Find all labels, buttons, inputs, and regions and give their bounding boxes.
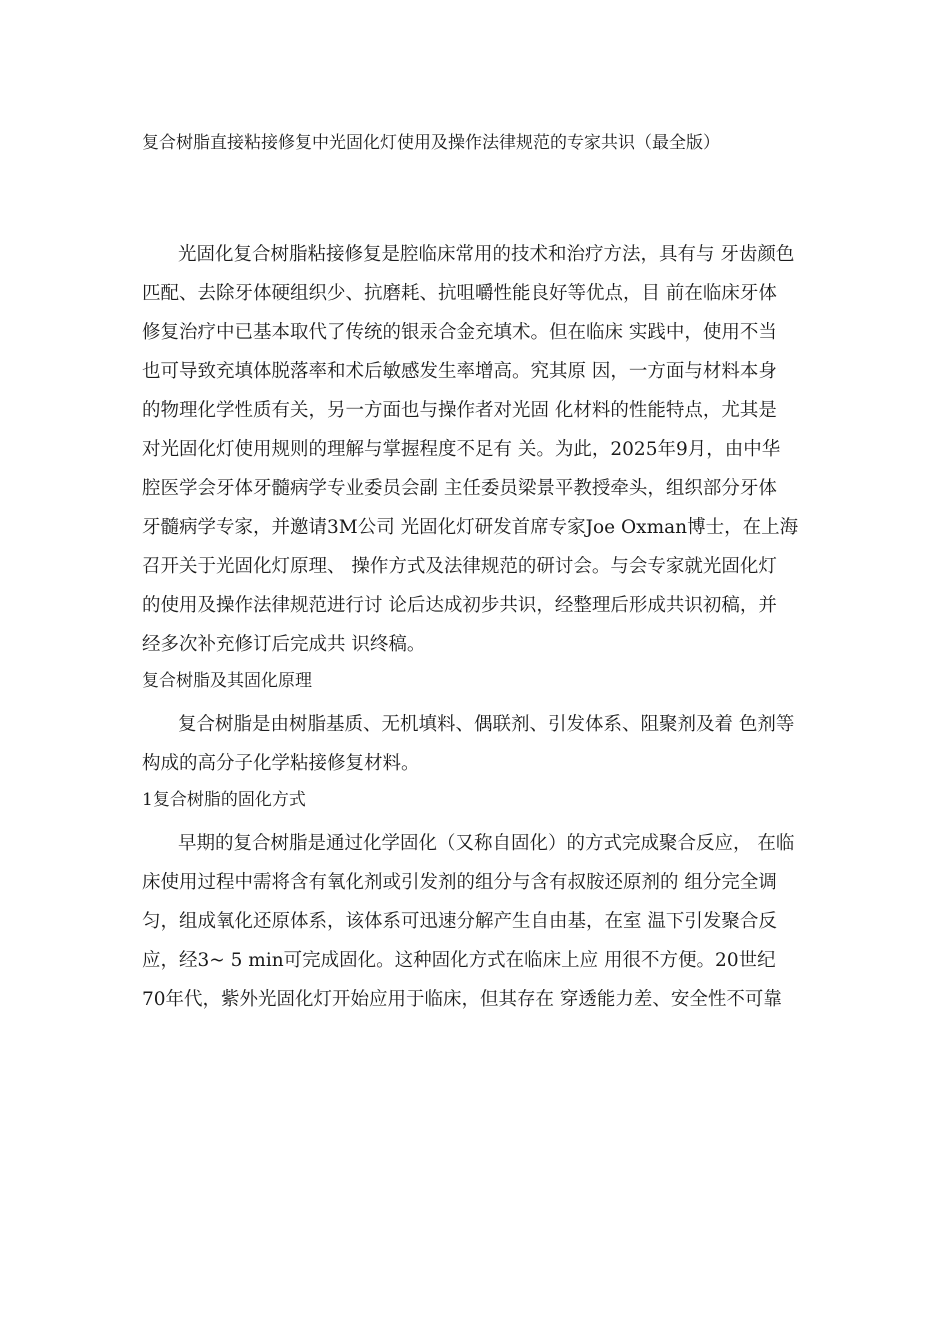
intro-line-10: 的使用及操作法律规范进行讨 论后达成初步共识，经整理后形成共识初稿，并 <box>142 595 777 616</box>
section-line-1: 复合树脂是由树脂基质、无机填料、偶联剂、引发体系、阻聚剂及着 色剂等 <box>178 714 795 735</box>
intro-line-6: 对光固化灯使用规则的理解与掌握程度不足有 关。为此，2025年9月，由中华 <box>142 439 781 460</box>
subsection-heading: 1复合树脂的固化方式 <box>142 790 306 810</box>
section-line-2: 构成的高分子化学粘接修复材料。 <box>142 753 420 774</box>
intro-line-4: 也可导致充填体脱落率和术后敏感发生率增高。究其原 因，一方面与材料本身 <box>142 361 777 382</box>
intro-line-3: 修复治疗中已基本取代了传统的银汞合金充填术。但在临床 实践中，使用不当 <box>142 322 777 343</box>
subsection-line-3: 匀，组成氧化还原体系，该体系可迅速分解产生自由基，在室 温下引发聚合反 <box>142 911 777 932</box>
intro-line-9: 召开关于光固化灯原理、 操作方式及法律规范的研讨会。与会专家就光固化灯 <box>142 556 777 577</box>
intro-line-8: 牙髓病学专家，并邀请3M公司 光固化灯研发首席专家Joe Oxman博士，在上海 <box>142 517 799 538</box>
document-title: 复合树脂直接粘接修复中光固化灯使用及操作法律规范的专家共识（最全版） <box>142 133 720 153</box>
subsection-line-1: 早期的复合树脂是通过化学固化（又称自固化）的方式完成聚合反应， 在临 <box>178 833 795 854</box>
intro-line-5: 的物理化学性质有关，另一方面也与操作者对光固 化材料的性能特点，尤其是 <box>142 400 777 421</box>
intro-line-7: 腔医学会牙体牙髓病学专业委员会副 主任委员梁景平教授牵头，组织部分牙体 <box>142 478 777 499</box>
subsection-line-4: 应，经3~ 5 min可完成固化。这种固化方式在临床上应 用很不方便。20世纪 <box>142 950 776 971</box>
subsection-line-2: 床使用过程中需将含有氧化剂或引发剂的组分与含有叔胺还原剂的 组分完全调 <box>142 872 777 893</box>
subsection-line-5: 70年代，紫外光固化灯开始应用于临床，但其存在 穿透能力差、安全性不可靠 <box>142 989 782 1010</box>
section-heading: 复合树脂及其固化原理 <box>142 671 312 691</box>
intro-line-2: 匹配、去除牙体硬组织少、抗磨耗、抗咀嚼性能良好等优点，目 前在临床牙体 <box>142 283 777 304</box>
intro-line-11: 经多次补充修订后完成共 识终稿。 <box>142 634 426 655</box>
intro-line-1: 光固化复合树脂粘接修复是腔临床常用的技术和治疗方法，具有与 牙齿颜色 <box>178 244 795 265</box>
